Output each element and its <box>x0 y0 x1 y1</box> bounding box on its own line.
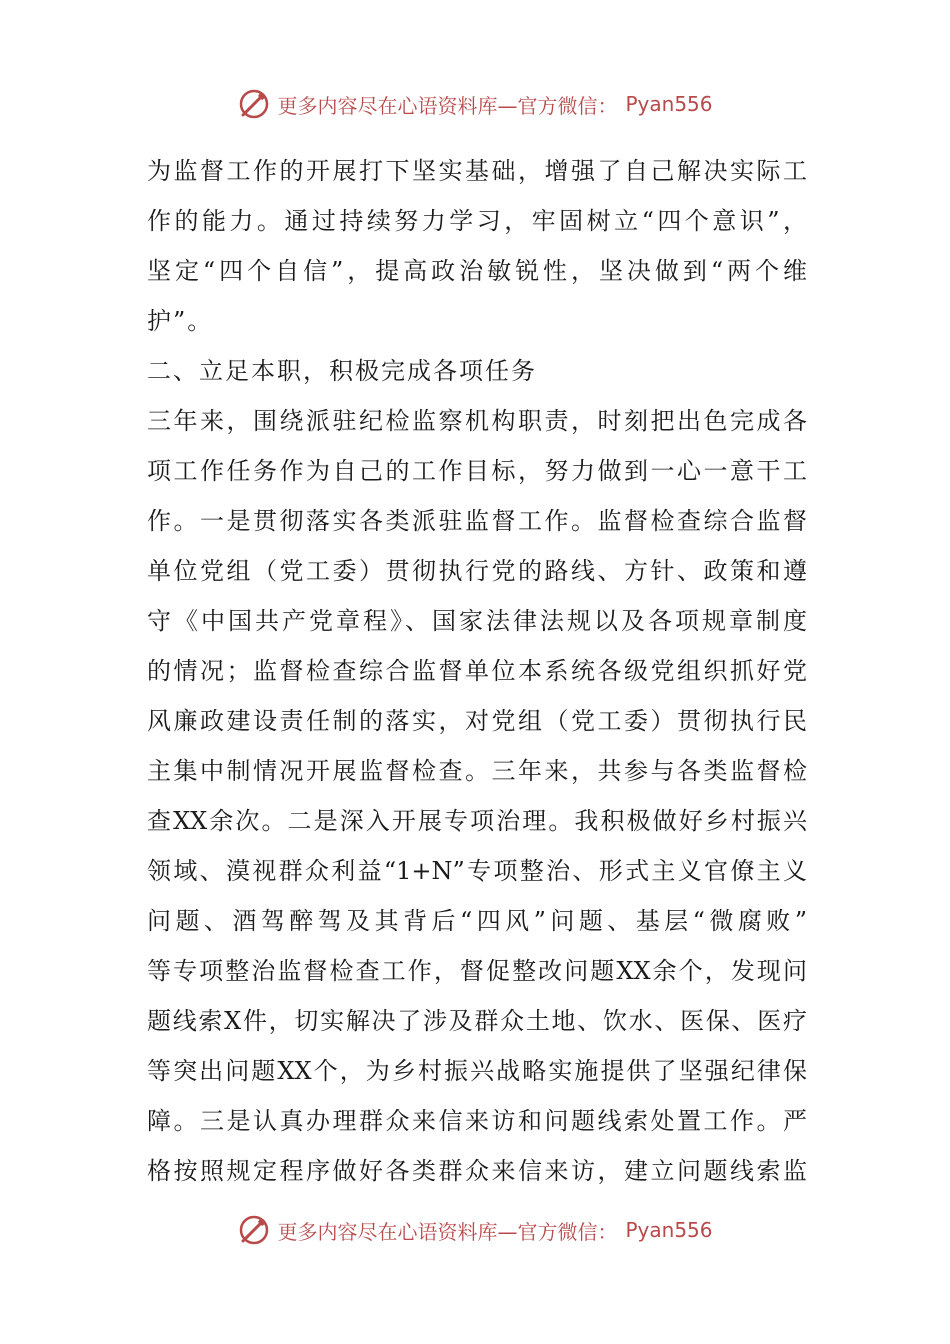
section-heading: 二、立足本职，积极完成各项任务 <box>147 357 537 385</box>
text-line: 等专项整治监督检查工作，督促整改问题XX余个，发现问 <box>147 957 807 985</box>
text-line: 领域、漠视群众利益“1+N”专项整治、形式主义官僚主义 <box>147 857 807 885</box>
pen-logo-icon <box>237 87 271 121</box>
text-line: 格按照规定程序做好各类群众来信来访，建立问题线索监 <box>147 1157 807 1185</box>
text-line: 的情况；监督检查综合监督单位本系统各级党组织抓好党 <box>147 657 807 685</box>
text-line: 风廉政建设责任制的落实，对党组（党工委）贯彻执行民 <box>147 707 807 735</box>
text-line: 题线索X件，切实解决了涉及群众土地、饮水、医保、医疗 <box>147 1007 807 1035</box>
watermark-text: 更多内容尽在心语资料库—官方微信： <box>277 93 618 118</box>
text-line: 查XX余次。二是深入开展专项治理。我积极做好乡村振兴 <box>147 807 807 835</box>
text-line: 障。三是认真办理群众来信来访和问题线索处置工作。严 <box>147 1107 807 1135</box>
text-line: 护”。 <box>147 307 214 335</box>
text-line: 主集中制情况开展监督检查。三年来，共参与各类监督检 <box>147 757 807 785</box>
text-line: 作。一是贯彻落实各类派驻监督工作。监督检查综合监督 <box>147 507 807 535</box>
document-body <box>147 146 807 1196</box>
header-watermark-banner <box>0 84 950 124</box>
text-line: 项工作任务作为自己的工作目标，努力做到一心一意干工 <box>147 457 807 485</box>
text-line: 三年来，围绕派驻纪检监察机构职责，时刻把出色完成各 <box>147 407 807 435</box>
text-line: 作的能力。通过持续努力学习，牢固树立“四个意识”， <box>147 207 807 235</box>
text-line: 守《中国共产党章程》、国家法律法规以及各项规章制度 <box>147 607 807 635</box>
footer-watermark-banner <box>0 1210 950 1250</box>
watermark-handle: Pyan556 <box>625 92 713 116</box>
pen-logo-icon <box>237 1213 271 1247</box>
text-line: 单位党组（党工委）贯彻执行党的路线、方针、政策和遵 <box>147 557 807 585</box>
text-line: 为监督工作的开展打下坚实基础，增强了自己解决实际工 <box>147 157 807 185</box>
text-line: 问题、酒驾醉驾及其背后“四风”问题、基层“微腐败” <box>147 907 807 935</box>
watermark-text: 更多内容尽在心语资料库—官方微信： <box>277 1219 618 1244</box>
text-line: 等突出问题XX个，为乡村振兴战略实施提供了坚强纪律保 <box>147 1057 807 1085</box>
watermark-handle: Pyan556 <box>625 1218 713 1242</box>
text-line: 坚定“四个自信”，提高政治敏锐性，坚决做到“两个维 <box>147 257 807 285</box>
